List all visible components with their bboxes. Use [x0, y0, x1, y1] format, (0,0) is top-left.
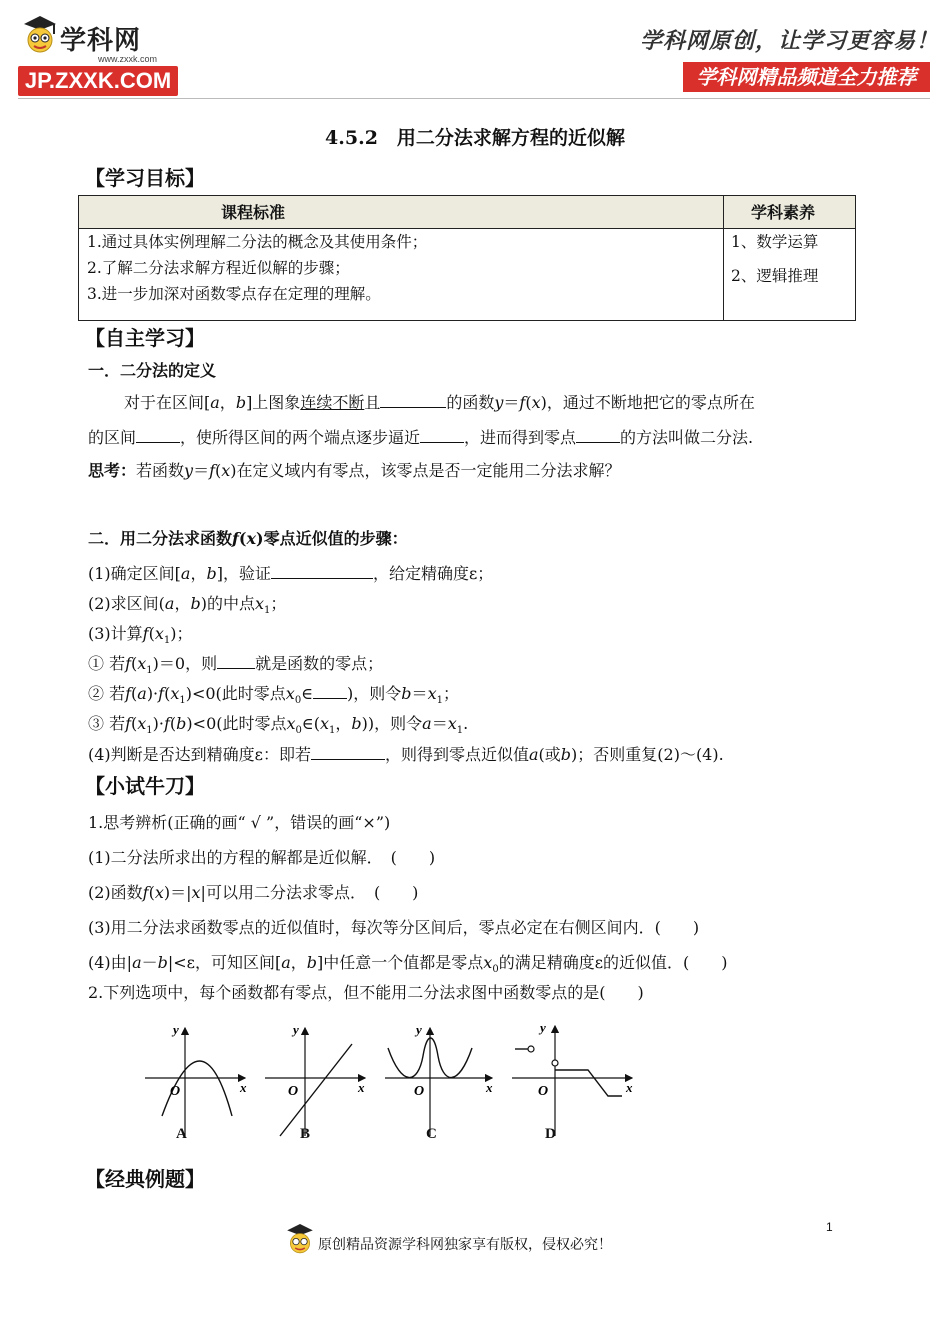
- text: 对于在区间[: [124, 393, 211, 412]
- origin-label: O: [170, 1084, 181, 1099]
- page-number: 1: [826, 1220, 833, 1234]
- text: ；: [442, 684, 459, 703]
- judge-item-3[interactable]: (3)用二分法求函数零点的近似值时，每次等分区间后，零点必定在右侧区间内．( ): [88, 918, 700, 937]
- fill-blank[interactable]: [136, 426, 180, 443]
- channel-badge[interactable]: 学科网精品频道全力推荐: [683, 62, 930, 92]
- text: )，则令: [347, 684, 402, 703]
- text: ＝: [503, 393, 520, 412]
- var: a: [164, 594, 175, 613]
- subscript: 1: [329, 725, 336, 737]
- var: x: [427, 684, 437, 703]
- header-slogan: 学科网原创，让学习更容易！: [640, 28, 940, 54]
- page-footer: [0, 1221, 950, 1261]
- text: －: [141, 953, 158, 972]
- step-3: [88, 621, 193, 646]
- text: ③ 若: [88, 714, 126, 733]
- judge-item-4[interactable]: [88, 950, 727, 975]
- var: a: [528, 745, 539, 764]
- page-title: 4.5.2 用二分法求解方程的近似解: [325, 127, 625, 149]
- text: ＝: [411, 684, 428, 703]
- question-1: 1.思考辨析(正确的画“ √ ”，错误的画“×”): [88, 813, 391, 832]
- judge-item-1[interactable]: (1)二分法所求出的方程的解都是近似解． ( ): [88, 848, 436, 867]
- fill-blank[interactable]: [576, 426, 620, 443]
- var: b: [157, 953, 168, 972]
- fill-blank[interactable]: [420, 426, 464, 443]
- question-2: 2.下列选项中，每个函数都有零点，但不能用二分法求图中函数零点的是( ): [88, 983, 644, 1002]
- section-goals-heading: 【学习目标】: [85, 166, 205, 190]
- step-1: [88, 561, 493, 584]
- section-examples-heading: 【经典例题】: [85, 1167, 205, 1191]
- var: f: [232, 529, 239, 548]
- goals-table: [78, 195, 856, 321]
- var: x: [137, 714, 147, 733]
- case-3: [88, 711, 468, 736]
- var: x: [286, 714, 296, 733]
- table-header-standard: 课程标准: [221, 203, 286, 222]
- x-label: x: [626, 1080, 633, 1095]
- fill-blank[interactable]: [380, 391, 446, 408]
- var: f: [142, 624, 149, 643]
- text: ，则得到零点近似值: [384, 745, 529, 764]
- literacy-item: 2、逻辑推理: [731, 267, 819, 285]
- option-graphs: [140, 1018, 650, 1148]
- text: )<0(此时零点: [185, 684, 286, 703]
- graph-label-d: D: [545, 1126, 556, 1142]
- text: ；: [270, 594, 287, 613]
- brand-url: www.zxxk.com: [98, 54, 158, 64]
- y-label: y: [540, 1020, 546, 1035]
- standard-item: 1.通过具体实例理解二分法的概念及其使用条件；: [87, 233, 428, 251]
- var: f: [142, 883, 149, 902]
- text: |可以用二分法求零点． ( ): [200, 883, 419, 902]
- var: x: [483, 953, 493, 972]
- open-point: [528, 1046, 534, 1052]
- text: (: [148, 883, 155, 902]
- text: )·: [152, 714, 164, 733]
- text: 二．用二分法求函数: [88, 529, 233, 548]
- text: |<ε，可知区间[: [167, 953, 282, 972]
- var: b: [235, 393, 247, 412]
- origin-label: O: [538, 1084, 549, 1099]
- var: x: [320, 714, 330, 733]
- subscript: 1: [264, 605, 271, 617]
- subscript: 1: [456, 725, 464, 737]
- text: 的方法叫做二分法.: [620, 428, 754, 447]
- text: (: [131, 714, 138, 733]
- text: ∈: [301, 684, 314, 703]
- text: )的中点: [200, 594, 255, 613]
- fill-blank[interactable]: [217, 652, 255, 669]
- text: ＝: [431, 714, 448, 733]
- var: y: [494, 393, 504, 412]
- fill-blank[interactable]: [271, 562, 373, 579]
- standard-item: 2.了解二分法求解方程近似解的步骤；: [87, 259, 350, 277]
- fill-blank[interactable]: [313, 682, 347, 699]
- table-header-row: [79, 196, 855, 229]
- var: y: [184, 461, 194, 480]
- subscript: 1: [146, 725, 153, 737]
- x-label: x: [358, 1080, 365, 1095]
- text: ① 若: [88, 654, 126, 673]
- header-divider: [18, 98, 930, 99]
- judge-item-2[interactable]: [88, 880, 418, 903]
- subscript: 0: [295, 725, 302, 737]
- text: (2)求区间(: [88, 594, 165, 613]
- subscript: 1: [163, 635, 171, 647]
- var: f: [158, 684, 165, 703]
- text: 且: [364, 393, 381, 412]
- underlined-term: 连续不断: [300, 393, 365, 412]
- var: b: [560, 745, 572, 764]
- text: )零点近似值的步骤：: [256, 529, 408, 548]
- subscript: 1: [146, 665, 153, 677]
- text: ，: [174, 594, 191, 613]
- var: a: [180, 564, 191, 583]
- text: (: [131, 654, 138, 673]
- subscript: 1: [436, 695, 443, 707]
- site-badge[interactable]: JP.ZXXK.COM: [18, 66, 178, 96]
- text: 就是函数的零点；: [255, 654, 384, 673]
- subscript: 0: [294, 695, 302, 707]
- definition-line-2: [88, 425, 753, 448]
- section-self-study-heading: 【自主学习】: [85, 326, 205, 350]
- step-4: [88, 742, 724, 765]
- text: (: [525, 393, 532, 412]
- y-label: y: [293, 1022, 299, 1037]
- graphs-svg: [140, 1018, 650, 1148]
- text: 的满足精确度ε的近似值．( ): [498, 953, 728, 972]
- case-1: [88, 651, 383, 676]
- text: (4)由|: [88, 953, 133, 972]
- var: b: [190, 594, 201, 613]
- text: (3)计算: [88, 624, 143, 643]
- var: a: [422, 714, 432, 733]
- text: )＝0，则: [152, 654, 218, 673]
- text: 的区间: [88, 428, 137, 447]
- case-2: [88, 681, 459, 706]
- text: (2)函数: [88, 883, 143, 902]
- subscript: 1: [179, 695, 186, 707]
- var: f: [125, 684, 132, 703]
- var: b: [306, 953, 318, 972]
- text: (4)判断是否达到精确度ε：即若: [88, 745, 311, 764]
- text: ))，则令: [361, 714, 423, 733]
- var: a: [132, 953, 142, 972]
- var: x: [221, 461, 231, 480]
- text: (: [164, 684, 171, 703]
- section-try-heading: 【小试牛刀】: [85, 774, 205, 798]
- table-header-literacy: 学科素养: [751, 203, 816, 222]
- origin-label: O: [288, 1084, 299, 1099]
- x-label: x: [486, 1080, 493, 1095]
- text: ，进而得到零点: [464, 428, 577, 447]
- var: x: [254, 594, 265, 613]
- var: b: [401, 684, 412, 703]
- x-label: x: [240, 1080, 247, 1095]
- standard-item: 3.进一步加深对函数零点存在定理的理解。: [87, 285, 381, 303]
- text: ，: [190, 564, 207, 583]
- mascot-icon: [284, 1221, 316, 1259]
- var: b: [176, 714, 187, 733]
- var: x: [137, 654, 147, 673]
- text: )<0(此时零点: [186, 714, 287, 733]
- text: ＝: [193, 461, 210, 480]
- open-point: [552, 1060, 558, 1066]
- part2-heading: [88, 526, 408, 549]
- text: ∈(: [301, 714, 320, 733]
- copyright-notice: 原创精品资源学科网独家享有版权，侵权必究！: [318, 1237, 612, 1253]
- text: ② 若: [88, 684, 126, 703]
- text: (: [148, 624, 155, 643]
- site-logo[interactable]: [18, 14, 183, 100]
- var: x: [154, 624, 164, 643]
- text: .: [463, 714, 469, 733]
- text: 的函数: [446, 393, 495, 412]
- y-label: y: [173, 1022, 179, 1037]
- think-question: [88, 458, 621, 481]
- graph-label-b: B: [300, 1126, 311, 1142]
- text: (1)确定区间[: [88, 564, 181, 583]
- literacy-item: 1、数学运算: [731, 233, 819, 251]
- definition-line-1: [124, 390, 755, 413]
- text: ]中任意一个值都是零点: [317, 953, 484, 972]
- graph-label-a: A: [176, 1126, 187, 1142]
- text: )；: [170, 624, 193, 643]
- text: 若函数: [136, 461, 185, 480]
- var: x: [191, 883, 201, 902]
- text: (: [169, 714, 177, 733]
- step-2: [88, 591, 286, 616]
- text: )·: [146, 684, 159, 703]
- var: f: [164, 714, 170, 733]
- var: a: [137, 684, 147, 703]
- text: ]上图象: [246, 393, 301, 412]
- var: f: [125, 654, 132, 673]
- fill-blank[interactable]: [311, 743, 385, 760]
- var: b: [206, 564, 217, 583]
- var: f: [125, 714, 132, 733]
- origin-label: O: [414, 1084, 425, 1099]
- var: a: [210, 393, 220, 412]
- right-segment: [555, 1070, 622, 1096]
- var: x: [170, 684, 180, 703]
- brand-name: 学科网: [60, 26, 142, 56]
- subscript: 0: [492, 964, 499, 976]
- text: )；否则重复(2)～(4).: [571, 745, 724, 764]
- text: ，给定精确度ε；: [372, 564, 494, 583]
- text: ，: [290, 953, 307, 972]
- y-label: y: [416, 1022, 422, 1037]
- part1-heading: 一．二分法的定义: [88, 361, 217, 380]
- text: ，: [219, 393, 236, 412]
- var: a: [281, 953, 291, 972]
- text: (或: [538, 745, 561, 764]
- var: x: [285, 684, 295, 703]
- text: ，: [335, 714, 352, 733]
- text: )在定义域内有零点，该零点是否一定能用二分法求解？: [230, 461, 621, 480]
- text: (: [238, 529, 247, 548]
- var: f: [209, 461, 216, 480]
- text: )，通过不断地把它的零点所在: [540, 393, 755, 412]
- text: (: [215, 461, 222, 480]
- table-column-divider: [723, 196, 724, 320]
- graph-b[interactable]: [265, 1022, 365, 1136]
- graph-a[interactable]: [145, 1022, 247, 1136]
- think-label: 思考：: [88, 461, 137, 480]
- var: f: [519, 393, 526, 412]
- var: b: [351, 714, 362, 733]
- var: x: [246, 529, 257, 548]
- graph-label-c: C: [426, 1126, 437, 1142]
- mascot-icon: [20, 14, 60, 58]
- graph-d[interactable]: [512, 1020, 633, 1136]
- var: x: [154, 883, 164, 902]
- text: ，使所得区间的两个端点逐步逼近: [180, 428, 421, 447]
- var: x: [447, 714, 457, 733]
- text: ]，验证: [216, 564, 271, 583]
- graph-c[interactable]: [385, 1022, 493, 1136]
- var: x: [531, 393, 541, 412]
- text: (: [131, 684, 138, 703]
- text: )＝|: [163, 883, 192, 902]
